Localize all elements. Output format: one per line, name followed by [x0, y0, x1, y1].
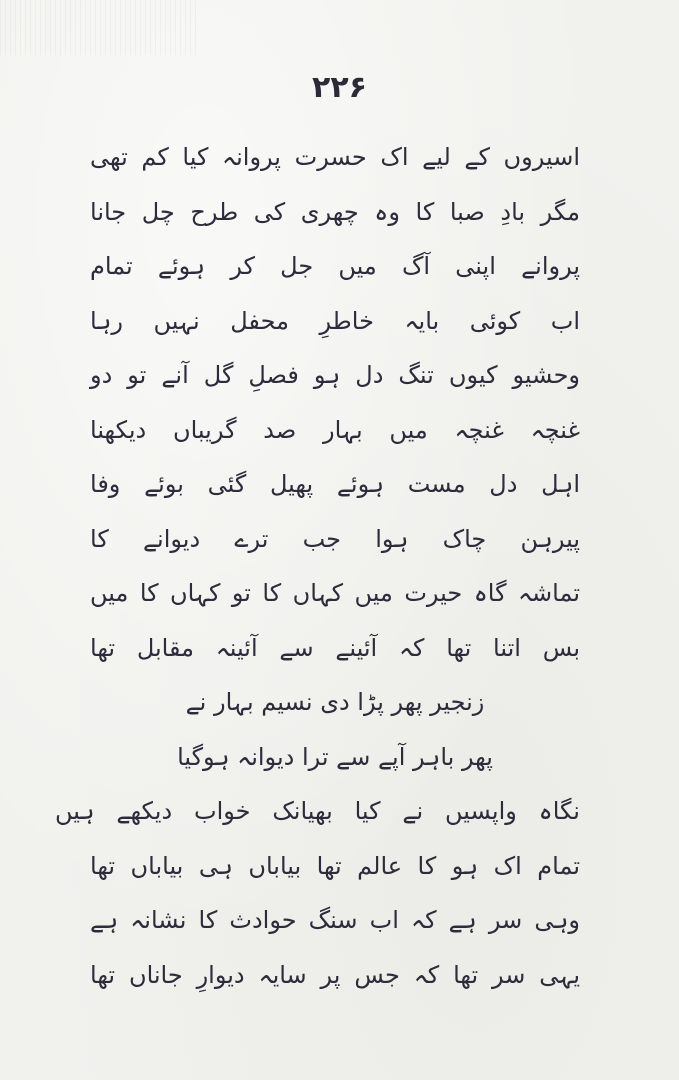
verse-line: نگاہ واپسیں نے کیا بھیانک خواب دیکھے ہیں	[55, 797, 580, 825]
verse-line: غنچہ غنچہ میں بہار صد گریباں دیکھنا	[90, 415, 580, 444]
verse-line: زنجیر پھر پڑا دی نسیم بہار نے	[185, 688, 485, 716]
verse-line: پھر باہر آپے سے ترا دیوانہ ہوگیا	[177, 742, 493, 771]
verse-line: بس اتنا تھا کہ آئینے سے آئینہ مقابل تھا	[90, 633, 580, 662]
verse-line: وہی سر ہے کہ اب سنگ حوادث کا نشانہ ہے	[90, 906, 580, 934]
poem-verses	[55, 130, 580, 1002]
verse-line: وحشیو کیوں تنگ دل ہو فصلِ گل آنے تو دو	[90, 361, 580, 389]
verse-line: اسیروں کے لیے اک حسرت پروانہ کیا کم تھی	[90, 143, 580, 171]
scan-artifact	[0, 0, 200, 55]
page-number: ۲۲۶	[312, 70, 367, 105]
verse-line: پروانے اپنی آگ میں جل کر ہوئے تمام	[90, 252, 580, 280]
verse-line: اب کوئی بایہ خاطرِ محفل نہیں رہا	[90, 306, 580, 335]
verse-line: اہل دل مست ہوئے پھیل گئی بوئے وفا	[90, 470, 580, 498]
verse-line: تمام اک ہو کا عالم تھا بیاباں ہی بیاباں تھا	[90, 851, 580, 880]
verse-line: تماشہ گاہ حیرت میں کہاں کا تو کہاں کا میں	[90, 579, 580, 607]
verse-line: پیرہن چاک ہوا جب ترے دیوانے کا	[90, 524, 580, 553]
verse-line: مگر بادِ صبا کا وہ چھری کی طرح چل جانا	[90, 197, 580, 226]
verse-line: یہی سر تھا کہ جس پر سایہ دیوارِ جاناں تھا	[90, 960, 580, 989]
